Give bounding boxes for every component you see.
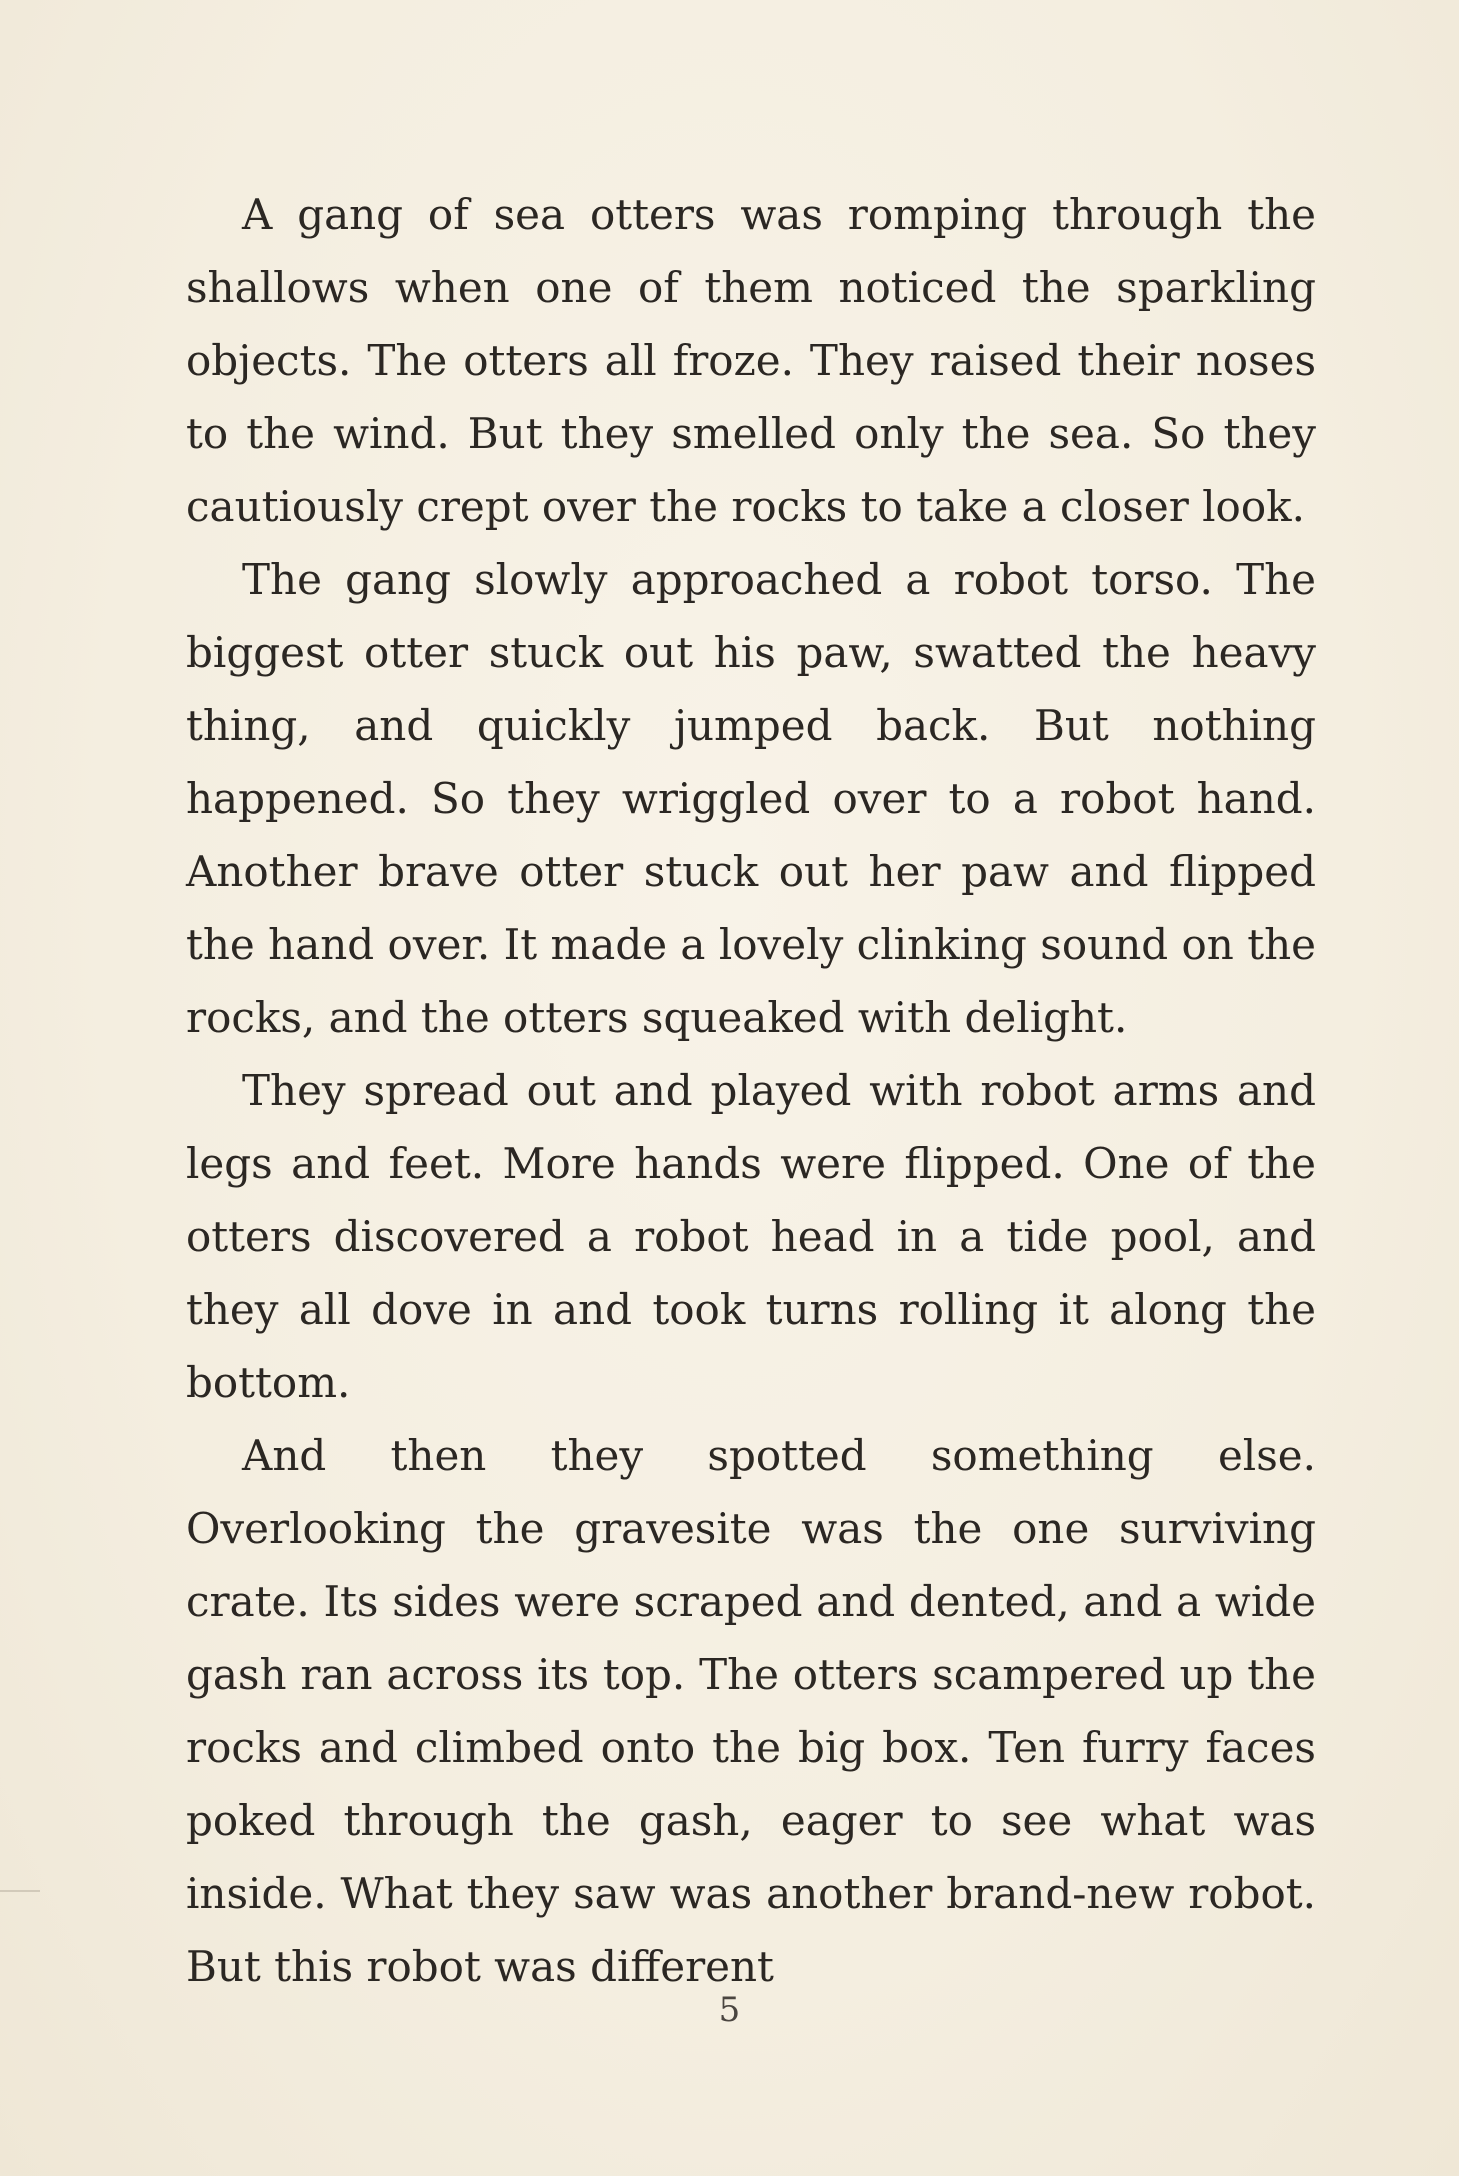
paragraph-4: And then they spotted something else. Overlooking the gravesite was the one surviving crate. Its sides were scraped and dented, and a wide gash ran across its top. The otters scampered up the rocks and climbed onto the big box. Ten furry faces poked through the gash, eager to see what was inside. What they saw was another brand-new robot. But this robot was different (186, 1431, 1316, 1991)
paragraph-1: A gang of sea otters was romping through the shallows when one of them noticed the sparkling objects. The otters all froze. They raised their noses to the wind. But they smelled only the sea. So they cautiously crept over the rocks to take a closer look. (186, 190, 1316, 531)
page-number: 5 (718, 1990, 741, 2030)
paragraph-2: The gang slowly approached a robot torso. The biggest otter stuck out his paw, swatted the heavy thing, and quickly jumped back. But nothing happened. So they wriggled over to a robot hand. Another brave otter stuck out her paw and flipped the hand over. It made a lovely clinking sound on the rocks, and the otters squeaked with delight. (186, 555, 1316, 1042)
page-edge-mark (0, 1890, 40, 1892)
body-text (186, 178, 1316, 2003)
paragraph-3: They spread out and played with robot arms and legs and feet. More hands were flipped. One of the otters discovered a robot head in a tide pool, and they all dove in and took turns rolling it along the bottom. (186, 1066, 1316, 1407)
